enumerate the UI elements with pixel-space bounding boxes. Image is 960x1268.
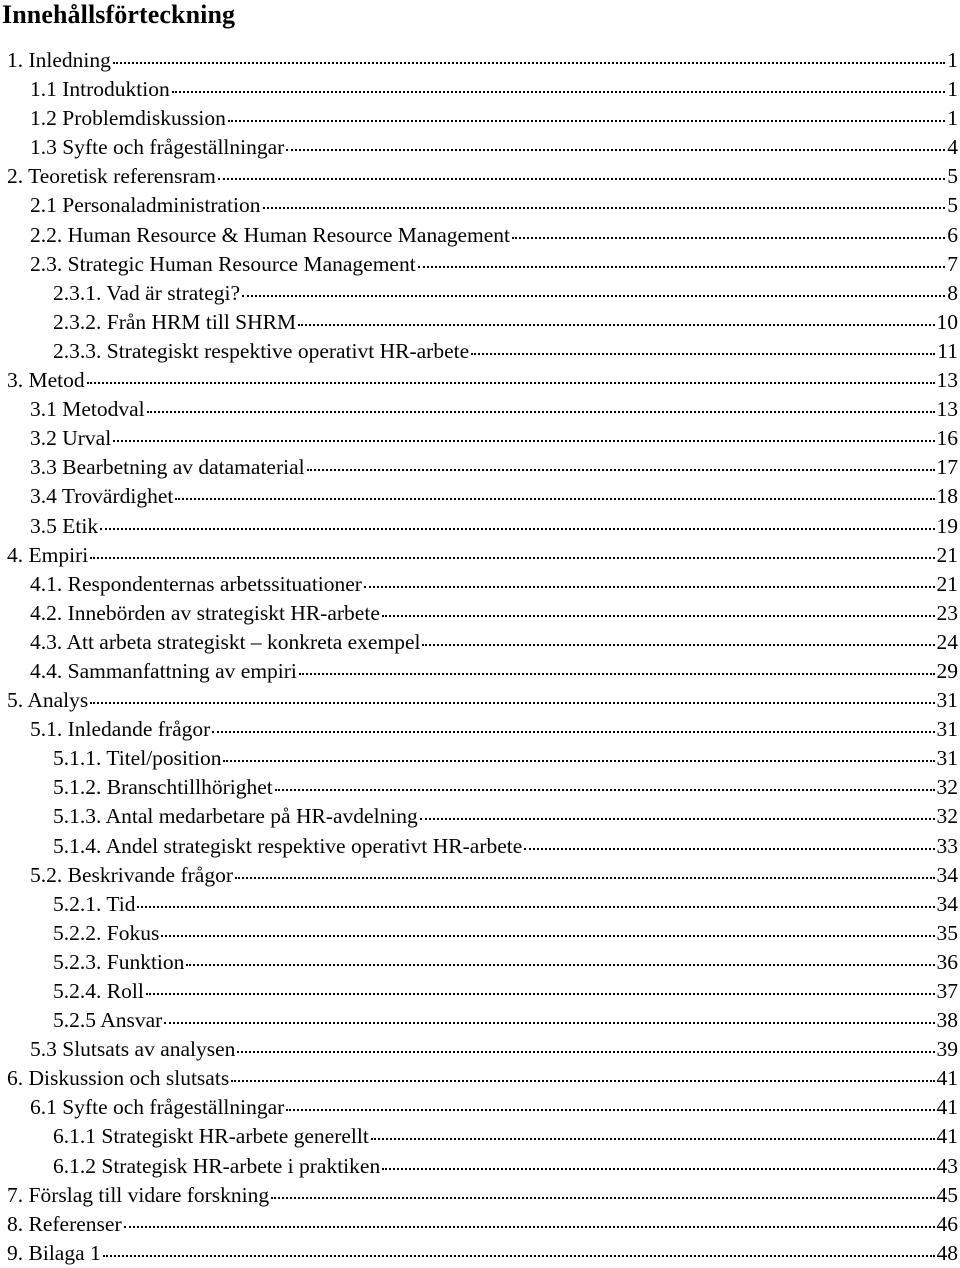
toc-entry-page-number: 24: [936, 629, 958, 654]
toc-entry[interactable]: [0, 712, 958, 741]
toc-entry-label: 5.2.2. Fokus: [53, 920, 160, 945]
toc-entry[interactable]: [0, 887, 958, 916]
toc-entry-label: 2.3.3. Strategiskt respektive operativt HR-arbete: [53, 338, 470, 363]
toc-entry[interactable]: [0, 188, 958, 217]
dot-leader: [164, 1000, 934, 1024]
toc-entry-page-number: 8: [947, 280, 958, 305]
toc-entry-page-number: 41: [936, 1095, 958, 1120]
toc-entry-page-number: 39: [936, 1037, 958, 1062]
toc-entry-page-number: 41: [936, 1124, 958, 1149]
dot-leader: [103, 1233, 935, 1257]
toc-entry[interactable]: [0, 916, 958, 945]
dot-leader: [100, 506, 934, 530]
dot-leader: [275, 767, 935, 791]
toc-entry[interactable]: [0, 538, 958, 567]
toc-entry-page-number: 37: [936, 979, 958, 1003]
dot-leader: [90, 680, 934, 704]
dot-leader: [307, 447, 935, 471]
toc-entry[interactable]: [0, 1207, 958, 1236]
toc-entry-page-number: 33: [936, 833, 958, 858]
toc-entry-label: 9. Bilaga 1: [7, 1240, 101, 1265]
toc-entry-page-number: 5: [947, 193, 958, 218]
toc-entry[interactable]: [0, 392, 958, 421]
toc-entry[interactable]: [0, 218, 958, 247]
dot-leader: [172, 69, 946, 93]
toc-entry[interactable]: [0, 596, 958, 625]
toc-entry-page-number: 11: [937, 338, 958, 363]
toc-entry-label: 4. Empiri: [7, 542, 89, 567]
toc-entry[interactable]: [0, 945, 958, 974]
dot-leader: [420, 796, 935, 820]
toc-entry-page-number: 32: [936, 804, 958, 829]
toc-entry-label: 4.1. Respondenternas arbetssituationer: [30, 571, 362, 596]
dot-leader: [422, 622, 934, 646]
toc-entry[interactable]: [0, 1178, 958, 1207]
toc-entry[interactable]: [0, 159, 958, 188]
dot-leader: [286, 1087, 934, 1111]
toc-entry[interactable]: [0, 479, 958, 508]
dot-leader: [271, 1175, 934, 1199]
dot-leader: [90, 535, 934, 559]
toc-entry-label: 6.1.1 Strategiskt HR-arbete generellt: [53, 1124, 369, 1149]
toc-entry-page-number: 41: [936, 1066, 958, 1091]
dot-leader: [218, 156, 945, 180]
toc-entry-label: 1. Inledning: [7, 48, 111, 72]
toc-entry-page-number: 1: [947, 77, 958, 102]
toc-entry-label: 4.3. Att arbeta strategiskt – konkreta exempel: [30, 629, 421, 654]
dot-leader: [242, 273, 945, 297]
toc-entry-page-number: 7: [947, 251, 958, 276]
toc-entry[interactable]: [0, 334, 958, 363]
toc-entry-label: 5.1.1. Titel/position: [53, 746, 222, 771]
dot-leader: [382, 593, 935, 617]
dot-leader: [147, 389, 935, 413]
toc-entry-label: 5.2.5 Ansvar: [53, 1008, 163, 1033]
toc-entry[interactable]: [0, 858, 958, 887]
toc-entry-label: 2.2. Human Resource & Human Resource Management: [30, 222, 511, 247]
toc-entry-label: 2.1 Personaladministration: [30, 193, 261, 218]
toc-entry[interactable]: [0, 72, 958, 101]
toc-entry-label: 4.2. Innebörden av strategiskt HR-arbete: [30, 600, 380, 625]
toc-entry[interactable]: [0, 450, 958, 479]
toc-entry[interactable]: [0, 101, 958, 130]
dot-leader: [298, 302, 934, 326]
dot-leader: [418, 244, 946, 268]
toc-entry[interactable]: [0, 654, 958, 683]
toc-entry[interactable]: [0, 683, 958, 712]
dot-leader: [382, 1146, 934, 1170]
dot-leader: [161, 913, 934, 937]
toc-entry-label: 3.4 Trovärdighet: [30, 484, 174, 509]
toc-entry[interactable]: [0, 625, 958, 654]
dot-leader: [512, 215, 945, 239]
toc-entry-page-number: 4: [947, 135, 958, 160]
dot-leader: [223, 738, 934, 762]
toc-entry-label: 3. Metod: [7, 368, 85, 393]
toc-entry-label: 5.2.4. Roll: [53, 979, 144, 1003]
dot-leader: [87, 360, 935, 384]
toc-entry-label: 5.1.2. Branschtillhörighet: [53, 775, 273, 800]
toc-entry-label: 5.2.1. Tid: [53, 891, 136, 916]
toc-entry-page-number: 19: [936, 513, 958, 538]
toc-entry[interactable]: [0, 770, 958, 799]
toc-entry[interactable]: [0, 741, 958, 770]
toc-entry-page-number: 23: [936, 600, 958, 625]
toc-entry[interactable]: [0, 43, 958, 72]
toc-entry-page-number: 34: [936, 862, 958, 887]
toc-entry-page-number: 10: [936, 309, 958, 334]
toc-entry-page-number: 46: [936, 1211, 958, 1236]
toc-entry-page-number: 34: [936, 891, 958, 916]
toc-entry-page-number: 35: [936, 920, 958, 945]
toc-entry-page-number: 43: [936, 1153, 958, 1178]
toc-entry[interactable]: [0, 974, 958, 1003]
toc-entry-page-number: 48: [936, 1240, 958, 1265]
toc-entry[interactable]: [0, 829, 958, 858]
toc-entry-label: 2. Teoretisk referensram: [7, 164, 216, 189]
toc-entry-label: 1.2 Problemdiskussion: [30, 106, 226, 131]
toc-entry-label: 5. Analys: [7, 688, 89, 713]
toc-entry-page-number: 21: [936, 542, 958, 567]
toc-entry-page-number: 32: [936, 775, 958, 800]
toc-entry-label: 3.1 Metodval: [30, 397, 145, 422]
dot-leader: [175, 476, 934, 500]
dot-leader: [237, 1029, 934, 1053]
toc-entry-page-number: 31: [936, 688, 958, 713]
dot-leader: [286, 127, 945, 151]
toc-entry-label: 6.1 Syfte och frågeställningar: [30, 1095, 285, 1120]
toc-entry-label: 3.5 Etik: [30, 513, 99, 538]
toc-entry[interactable]: [0, 1090, 958, 1119]
toc-entry[interactable]: [0, 1003, 958, 1032]
dot-leader: [471, 331, 935, 355]
toc-entry-label: 6. Diskussion och slutsats: [7, 1066, 230, 1091]
toc-entry-page-number: 38: [936, 1008, 958, 1033]
toc-entry[interactable]: [0, 247, 958, 276]
dot-leader: [113, 40, 945, 64]
toc-entry-page-number: 1: [947, 106, 958, 131]
toc-entry-page-number: 5: [947, 164, 958, 189]
dot-leader: [235, 855, 935, 879]
toc-entry-label: 5.1. Inledande frågor: [30, 717, 211, 742]
toc-entry-label: 5.3 Slutsats av analysen: [30, 1037, 236, 1062]
toc-entry-label: 7. Förslag till vidare forskning: [7, 1182, 270, 1207]
toc-entry-page-number: 13: [936, 397, 958, 422]
toc-entry[interactable]: [0, 276, 958, 305]
toc-entry-label: 5.2. Beskrivande frågor: [30, 862, 233, 887]
page-title: Innehållsförteckning: [2, 0, 236, 29]
dot-leader: [212, 709, 934, 733]
toc-entry[interactable]: [0, 363, 958, 392]
toc-entry-label: 1.3 Syfte och frågeställningar: [30, 135, 285, 160]
toc-entry-label: 2.3.2. Från HRM till SHRM: [53, 309, 297, 334]
toc-entry[interactable]: [0, 799, 958, 828]
dot-leader: [186, 942, 934, 966]
dot-leader: [364, 564, 935, 588]
table-of-contents: [0, 43, 958, 1265]
toc-entry[interactable]: [0, 421, 958, 450]
toc-entry-label: 3.3 Bearbetning av datamaterial: [30, 455, 305, 480]
toc-entry[interactable]: [0, 1032, 958, 1061]
toc-entry-label: 5.2.3. Funktion: [53, 949, 185, 974]
dot-leader: [124, 1204, 935, 1228]
dot-leader: [524, 826, 934, 850]
toc-entry-page-number: 36: [936, 949, 958, 974]
dot-leader: [231, 1058, 934, 1082]
toc-entry-page-number: 6: [947, 222, 958, 247]
dot-leader: [263, 185, 946, 209]
toc-entry[interactable]: [0, 1149, 958, 1178]
dot-leader: [113, 418, 934, 442]
dot-leader: [371, 1116, 935, 1140]
dot-leader: [146, 971, 935, 995]
dot-leader: [228, 98, 945, 122]
toc-entry-label: 1.1 Introduktion: [30, 77, 170, 102]
toc-entry-page-number: 18: [936, 484, 958, 509]
dot-leader: [137, 884, 934, 908]
toc-entry-label: 8. Referenser: [7, 1211, 122, 1236]
toc-entry-label: 6.1.2 Strategisk HR-arbete i praktiken: [53, 1153, 381, 1178]
toc-entry-label: 5.1.4. Andel strategiskt respektive operativt HR-arbete: [53, 833, 523, 858]
dot-leader: [299, 651, 935, 675]
toc-entry-page-number: 21: [936, 571, 958, 596]
toc-entry-label: 4.4. Sammanfattning av empiri: [30, 658, 297, 683]
toc-entry[interactable]: [0, 567, 958, 596]
toc-entry-page-number: 1: [947, 48, 958, 72]
toc-entry-page-number: 13: [936, 368, 958, 393]
toc-entry-label: 2.3. Strategic Human Resource Management: [30, 251, 416, 276]
toc-entry-page-number: 31: [936, 717, 958, 742]
toc-entry[interactable]: [0, 130, 958, 159]
toc-entry[interactable]: [0, 1236, 958, 1265]
toc-entry-page-number: 17: [936, 455, 958, 480]
toc-entry-page-number: 45: [936, 1182, 958, 1207]
toc-entry-page-number: 16: [936, 426, 958, 451]
toc-entry-page-number: 31: [936, 746, 958, 771]
toc-entry[interactable]: [0, 1061, 958, 1090]
toc-entry-label: 2.3.1. Vad är strategi?: [53, 280, 241, 305]
toc-entry-page-number: 29: [936, 658, 958, 683]
toc-entry-label: 3.2 Urval: [30, 426, 112, 451]
toc-entry[interactable]: [0, 1119, 958, 1148]
toc-entry[interactable]: [0, 305, 958, 334]
toc-entry-label: 5.1.3. Antal medarbetare på HR-avdelning: [53, 804, 418, 829]
toc-entry[interactable]: [0, 509, 958, 538]
